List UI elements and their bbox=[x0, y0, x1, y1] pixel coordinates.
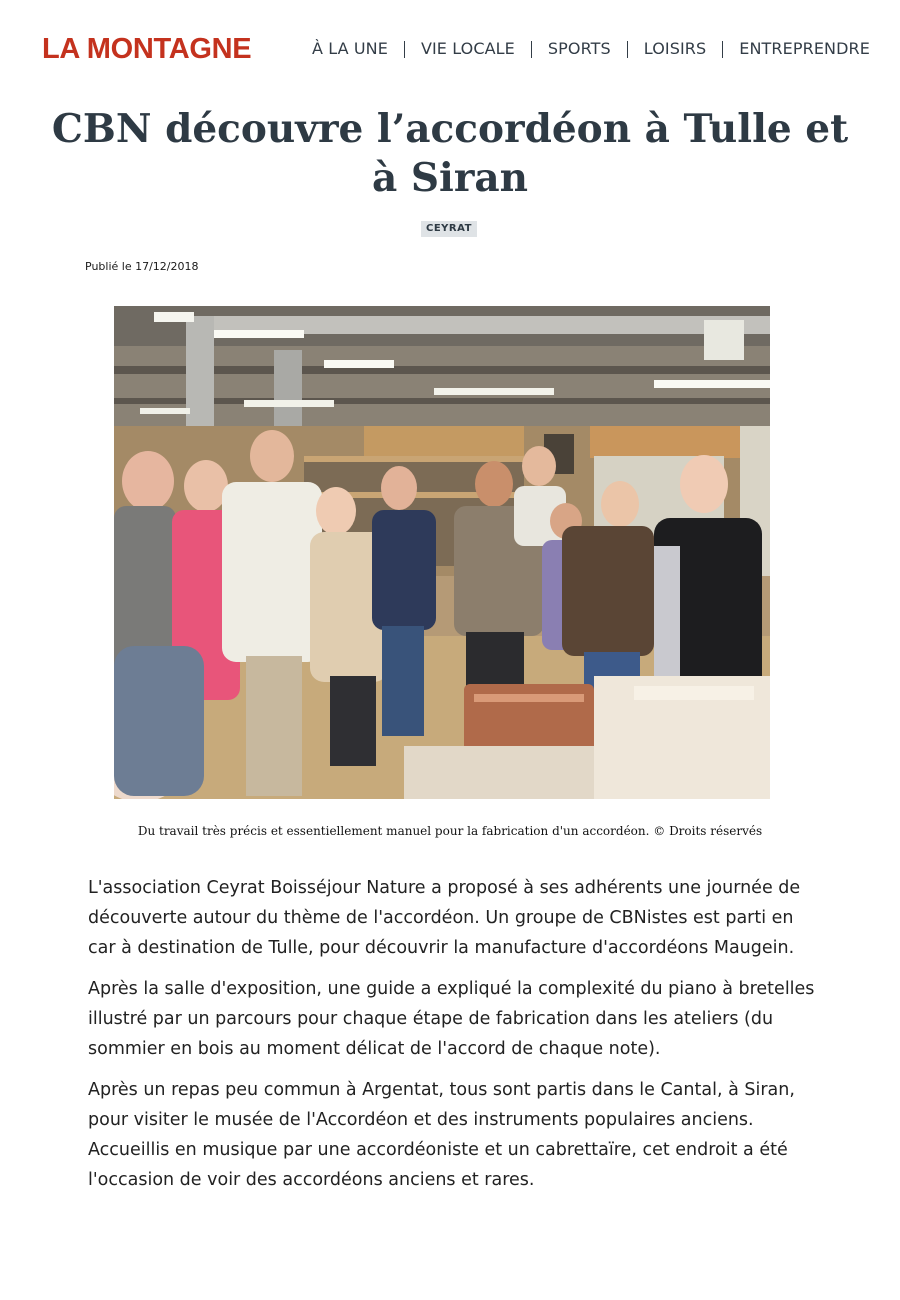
nav-item-a-la-une[interactable]: À LA UNE bbox=[312, 39, 388, 58]
article-body bbox=[88, 873, 818, 1206]
nav-item-vie-locale[interactable]: VIE LOCALE bbox=[420, 39, 515, 58]
article-paragraph: Après la salle d'exposition, une guide a expliqué la complexité du piano à bretelles illustré par un parcours pour chaque étape de fabrication dans les ateliers (du sommier en bois au moment délicat de l'accord de chaque note). bbox=[88, 979, 815, 1059]
article-photo bbox=[114, 306, 770, 799]
article-paragraph: Après un repas peu commun à Argentat, tous sont partis dans le Cantal, à Siran, pour visiter le musée de l'Accordéon et des instruments populaires anciens. Accueillis en musique par une accordéoniste et un cabrettaïre, cet endroit a été l'occasion de voir des accordéons anciens et rares. bbox=[88, 1080, 795, 1190]
location-tag[interactable]: CEYRAT bbox=[421, 221, 477, 237]
nav-item-entreprendre[interactable]: ENTREPRENDRE bbox=[739, 39, 870, 58]
article-paragraph: L'association Ceyrat Boisséjour Nature a proposé à ses adhérents une journée de découverte autour du thème de l'accordéon. Un groupe de CBNistes est parti en car à destination de Tulle, pour découvrir la manufacture d'accordéons Maugein. bbox=[88, 878, 801, 958]
site-header bbox=[0, 0, 900, 100]
photo-caption: Du travail très précis et essentiellement manuel pour la fabrication d'un accordéon. © Droits réservés bbox=[137, 824, 763, 838]
main-nav bbox=[296, 38, 886, 60]
publish-date: Publié le 17/12/2018 bbox=[85, 260, 199, 273]
nav-item-loisirs[interactable]: LOISIRS bbox=[643, 39, 707, 58]
workshop-photo-illustration bbox=[114, 306, 770, 799]
nav-item-sports[interactable]: SPORTS bbox=[547, 39, 611, 58]
article-title: CBN découvre l’accordéon à Tulle et à Siran bbox=[51, 106, 849, 201]
site-logo[interactable]: LA MONTAGNE bbox=[42, 33, 252, 65]
